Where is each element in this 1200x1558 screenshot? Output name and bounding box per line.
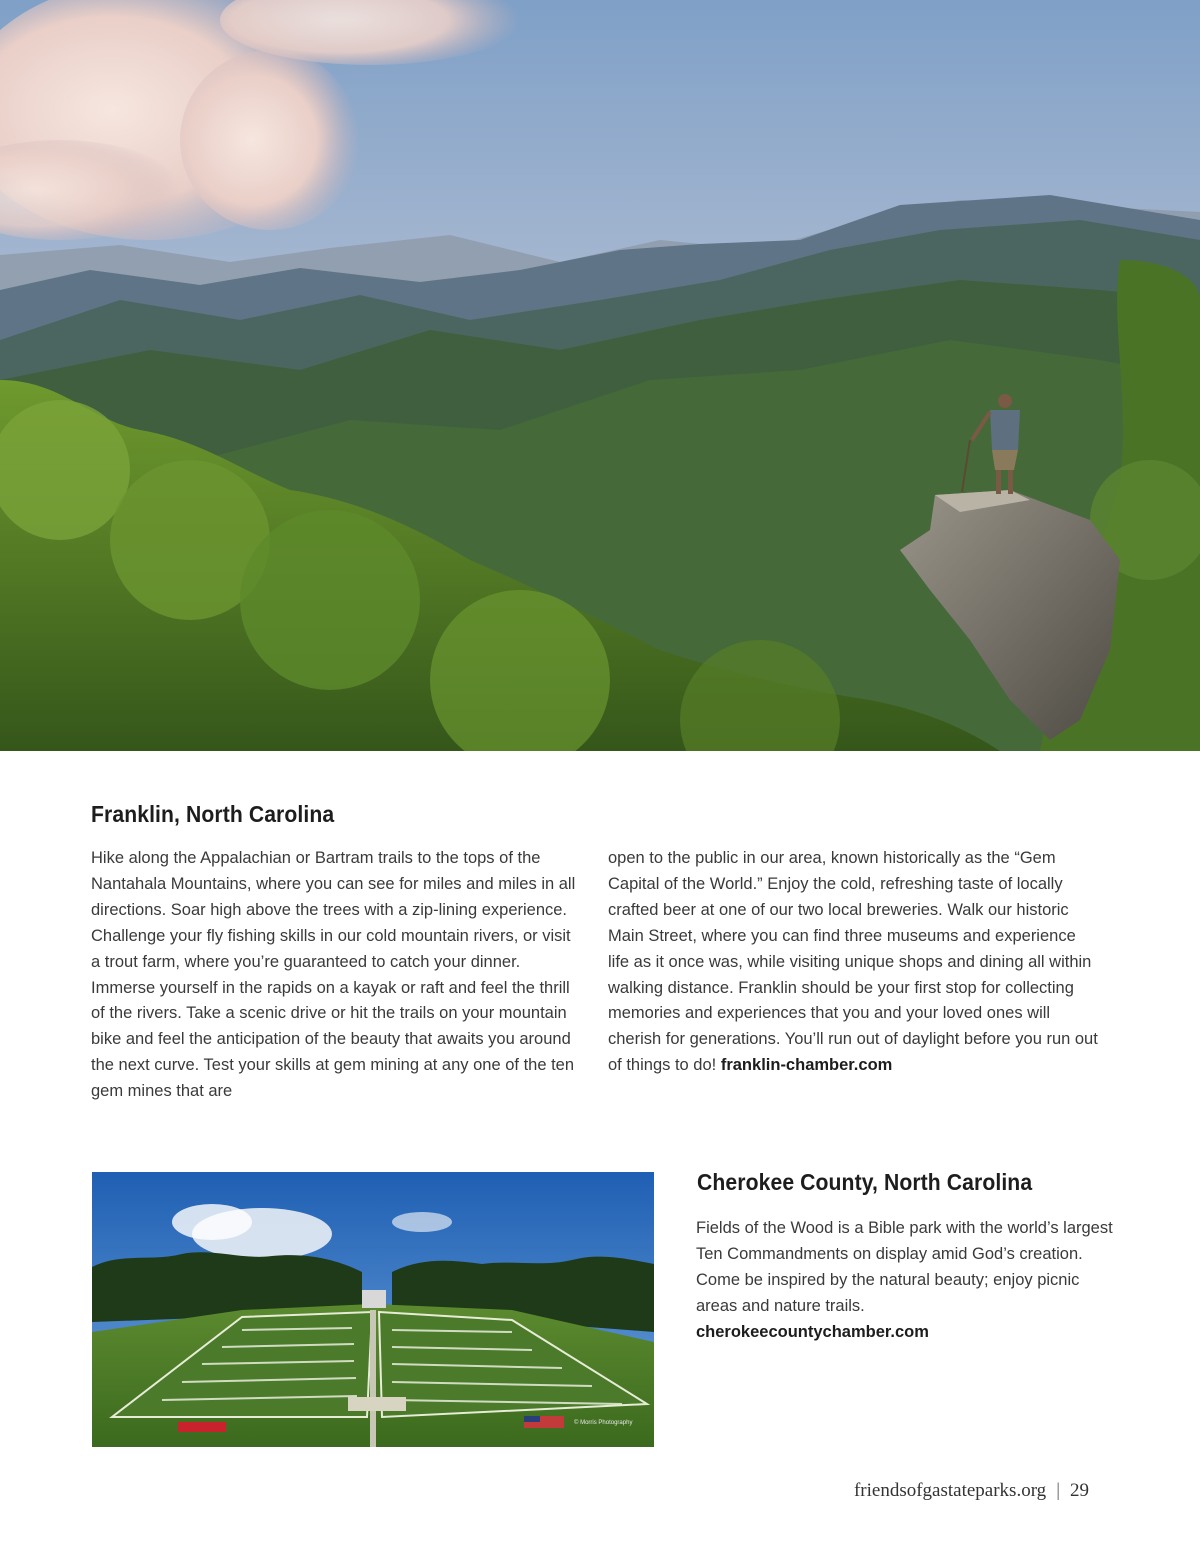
franklin-text-continued: open to the public in our area, known historically as the “Gem Capital of the World.” Enjoy the cold, refreshing taste of locally crafted beer at one of our two local breweries. Walk our historic Main Street, where you can find three museums and experience life as it once was, while visiting unique shops and dining all within walking distance. Franklin should be your first stop for collecting memories and experiences that you and your loved ones will cherish for generations. You’ll run out of daylight before you run out of things to do! — [608, 849, 1098, 1075]
cherokee-heading: Cherokee County, North Carolina — [697, 1169, 1033, 1195]
footer-website[interactable]: friendsofgastateparks.org — [853, 1480, 1047, 1501]
page-footer — [854, 1480, 1089, 1502]
franklin-text-column-2 — [608, 846, 1100, 1079]
fields-of-the-wood-photo — [92, 1172, 654, 1447]
ten-commandments-hillside-image — [92, 1172, 654, 1447]
franklin-chamber-link[interactable]: franklin-chamber.com — [720, 1056, 893, 1075]
photo-credit: © Morris Photography — [574, 1420, 633, 1426]
franklin-text-column-1: Hike along the Appalachian or Bartram trails to the tops of the Nantahala Mountains, where you can see for miles and miles in all directions. Soar high above the trees with a zip-lining experience. Challenge your fly fishing skills in our cold mountain rivers, or visit a trout farm, where you’re guaranteed to catch your dinner. Immerse yourself in the rapids on a kayak or raft and feel the thrill of the rivers. Take a scenic drive or hit the trails on your mountain bike and feel the anticipation of the beauty that awaits you around the next curve. Test your skills at gem mining at any one of the ten gem mines that are — [91, 849, 576, 1101]
franklin-heading: Franklin, North Carolina — [91, 801, 335, 827]
footer-separator: | — [1056, 1480, 1060, 1501]
cherokee-chamber-link[interactable]: cherokeecountychamber.com — [696, 1322, 929, 1341]
page-number: 29 — [1070, 1480, 1089, 1501]
mountain-vista-image — [0, 0, 1200, 751]
cherokee-description: Fields of the Wood is a Bible park with the world’s largest Ten Commandments on display amid God’s creation. Come be inspired by the natural beauty; enjoy picnic areas and nature trails. — [696, 1219, 1113, 1315]
hero-mountain-photo — [0, 0, 1200, 751]
cherokee-text — [696, 1216, 1116, 1346]
